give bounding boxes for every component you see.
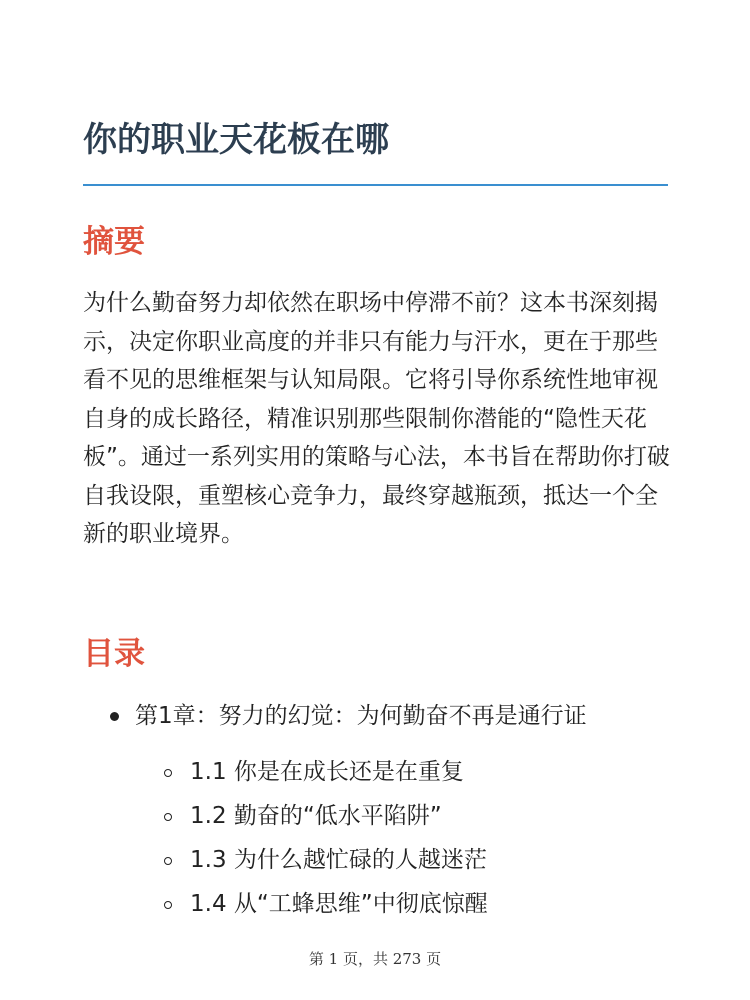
toc-chapter-1[interactable]	[135, 700, 587, 732]
toc-section-1-2[interactable]	[190, 800, 442, 832]
toc-chapter-label: 第1章：努力的幻觉：为何勤奋不再是通行证	[135, 703, 587, 729]
summary-heading: 摘要	[83, 224, 145, 260]
bullet-circle-icon	[164, 901, 172, 909]
toc-section-label: 1.3 为什么越忙碌的人越迷茫	[190, 847, 487, 873]
bullet-disc-icon	[110, 712, 119, 721]
toc-section-1-4[interactable]	[190, 888, 488, 920]
bullet-circle-icon	[164, 857, 172, 865]
bullet-circle-icon	[164, 769, 172, 777]
title-divider	[83, 184, 668, 186]
bullet-circle-icon	[164, 813, 172, 821]
toc-section-label: 1.4 从“工蜂思维”中彻底惊醒	[190, 891, 488, 917]
document-title: 你的职业天花板在哪	[83, 120, 389, 160]
toc-section-label: 1.2 勤奋的“低水平陷阱”	[190, 803, 442, 829]
toc-heading: 目录	[83, 636, 145, 672]
page-number-footer: 第 1 页，共 273 页	[308, 950, 442, 968]
toc-section-1-1[interactable]	[190, 756, 464, 788]
toc-section-1-3[interactable]	[190, 844, 487, 876]
summary-paragraph: 为什么勤奋努力却依然在职场中停滞不前？这本书深刻揭示，决定你职业高度的并非只有能力与汗水，更在于那些看不见的思维框架与认知局限。它将引导你系统性地审视自身的成长路径，精准识别那些限制你潜能的“隐性天花板”。通过一系列实用的策略与心法，本书旨在帮助你打破自我设限，重塑核心竞争力，最终穿越瓶颈，抵达一个全新的职业境界。	[83, 290, 670, 547]
toc-section-label: 1.1 你是在成长还是在重复	[190, 759, 464, 785]
